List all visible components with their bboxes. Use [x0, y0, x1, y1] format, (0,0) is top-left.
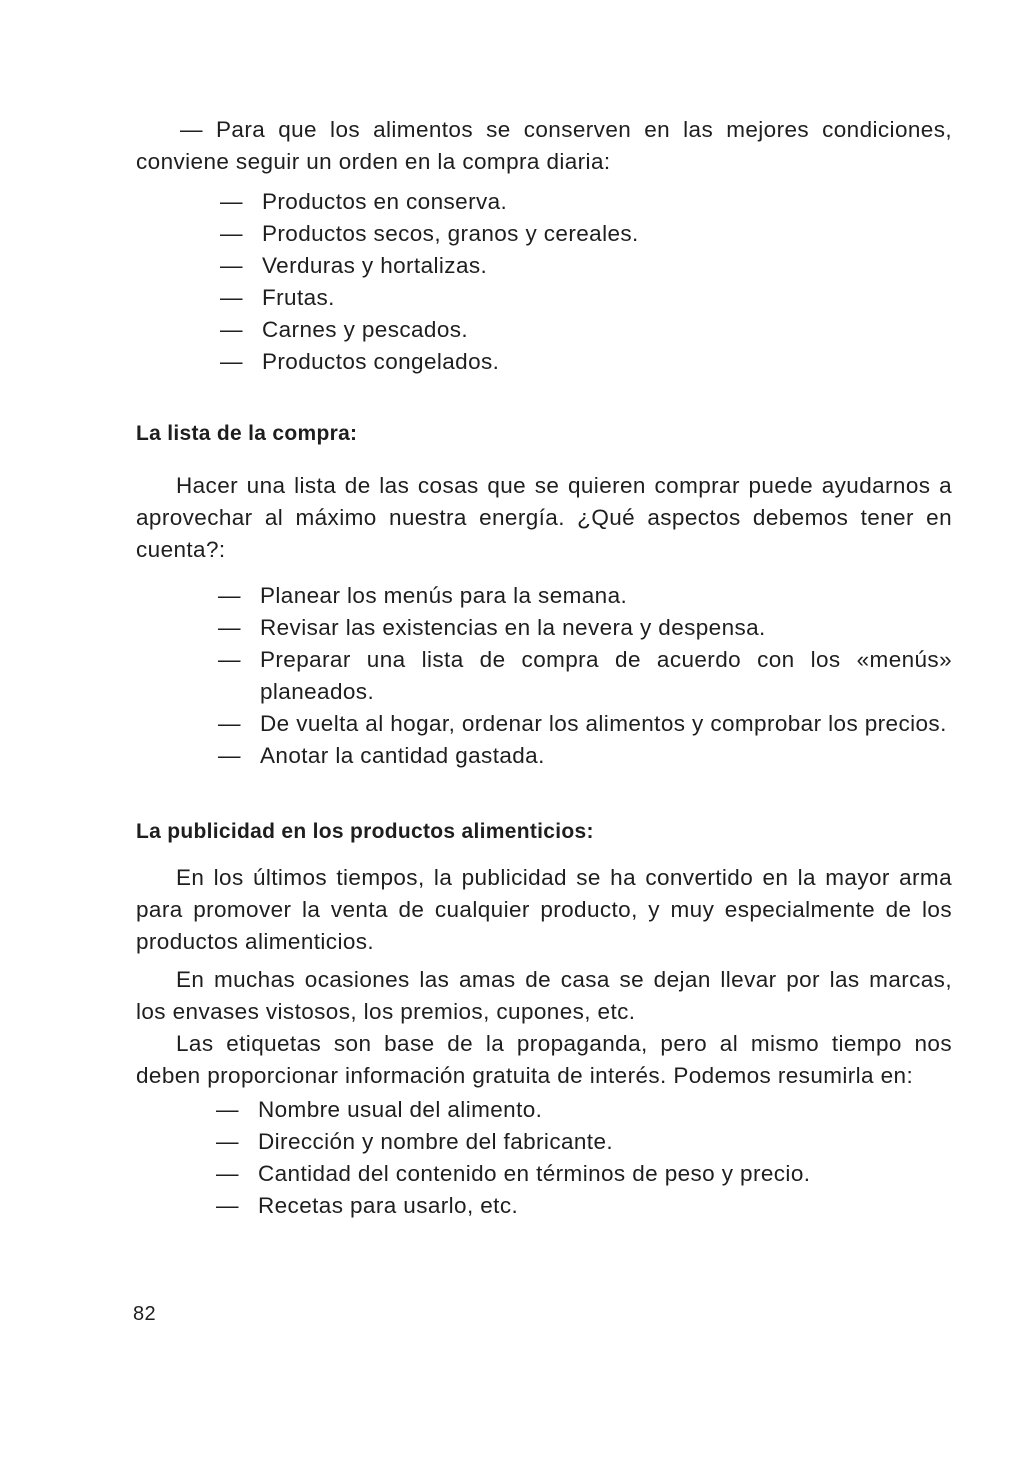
section-paragraph: En muchas ocasiones las amas de casa se dejan llevar por las marcas, los envases vistosos, los premios, cupones, etc. [136, 967, 952, 1024]
list-item-text: Anotar la cantidad gastada. [260, 743, 545, 768]
list-item-text: Productos en conserva. [262, 189, 508, 214]
list-item [220, 314, 952, 346]
list-item-text: Productos congelados. [262, 349, 500, 374]
list-dash: — [216, 1129, 239, 1154]
list-item [218, 708, 952, 740]
list-dash: — [220, 253, 243, 278]
list-item-text: Dirección y nombre del fabricante. [258, 1129, 614, 1154]
list-item-text: Cantidad del contenido en términos de peso y precio. [258, 1161, 811, 1186]
intro-paragraph [136, 114, 952, 178]
list-item [218, 740, 952, 772]
section-heading-shopping-list: La lista de la compra: [136, 422, 358, 445]
list-item-text: Recetas para usarlo, etc. [258, 1193, 519, 1218]
list-item-text: Productos secos, granos y cereales. [262, 221, 639, 246]
list-dash: — [216, 1097, 239, 1122]
list-dash: — [220, 189, 243, 214]
page-number: 82 [133, 1303, 157, 1325]
list-dash: — [218, 711, 241, 736]
list-item-text: Carnes y pescados. [262, 317, 469, 342]
list-dash: — [218, 647, 241, 672]
section-paragraph: Las etiquetas son base de la propaganda, pero al mismo tiempo nos deben proporcionar información gratuita de interés. Podemos resumirla en: [136, 1031, 952, 1088]
list-dash: — [220, 349, 243, 374]
list-item-text: Frutas. [262, 285, 335, 310]
list-item [220, 282, 952, 314]
section-paragraph: En los últimos tiempos, la publicidad se ha convertido en la mayor arma para promover la venta de cualquier producto, y muy especialmente de los productos alimenticios. [136, 865, 952, 954]
list-item-text: Nombre usual del alimento. [258, 1097, 543, 1122]
intro-dash: — [180, 117, 203, 142]
list-item [220, 218, 952, 250]
list-dash: — [218, 615, 241, 640]
page-content [136, 114, 952, 1222]
list-item-text: Verduras y hortalizas. [262, 253, 488, 278]
intro-text: Para que los alimentos se conserven en las mejores condiciones, conviene seguir un orden en la compra diaria: [136, 117, 952, 174]
section-heading-advertising: La publicidad en los productos alimenticios: [136, 820, 594, 843]
list-item [220, 250, 952, 282]
list-item-text: De vuelta al hogar, ordenar los alimentos y comprobar los precios. [260, 711, 947, 736]
list-item [216, 1158, 952, 1190]
label-info-list [216, 1094, 952, 1222]
list-dash: — [218, 583, 241, 608]
shopping-list [218, 580, 952, 772]
list-item [220, 346, 952, 378]
list-item-text: Preparar una lista de compra de acuerdo con los «menús» planeados. [260, 647, 952, 704]
list-item [218, 612, 952, 644]
list-dash: — [218, 743, 241, 768]
list-item [220, 186, 952, 218]
list-dash: — [220, 317, 243, 342]
list-item [216, 1126, 952, 1158]
list-dash: — [220, 285, 243, 310]
section-paragraph: Hacer una lista de las cosas que se quieren comprar puede ayudarnos a aprovechar al máximo nuestra energía. ¿Qué aspectos debemos tener en cuenta?: [136, 473, 952, 562]
list-item [218, 580, 952, 612]
list-dash: — [220, 221, 243, 246]
list-dash: — [216, 1193, 239, 1218]
list-item [218, 644, 952, 708]
list-item [216, 1094, 952, 1126]
list-item [216, 1190, 952, 1222]
list-dash: — [216, 1161, 239, 1186]
list-item-text: Revisar las existencias en la nevera y despensa. [260, 615, 766, 640]
intro-list [220, 186, 952, 378]
list-item-text: Planear los menús para la semana. [260, 583, 628, 608]
